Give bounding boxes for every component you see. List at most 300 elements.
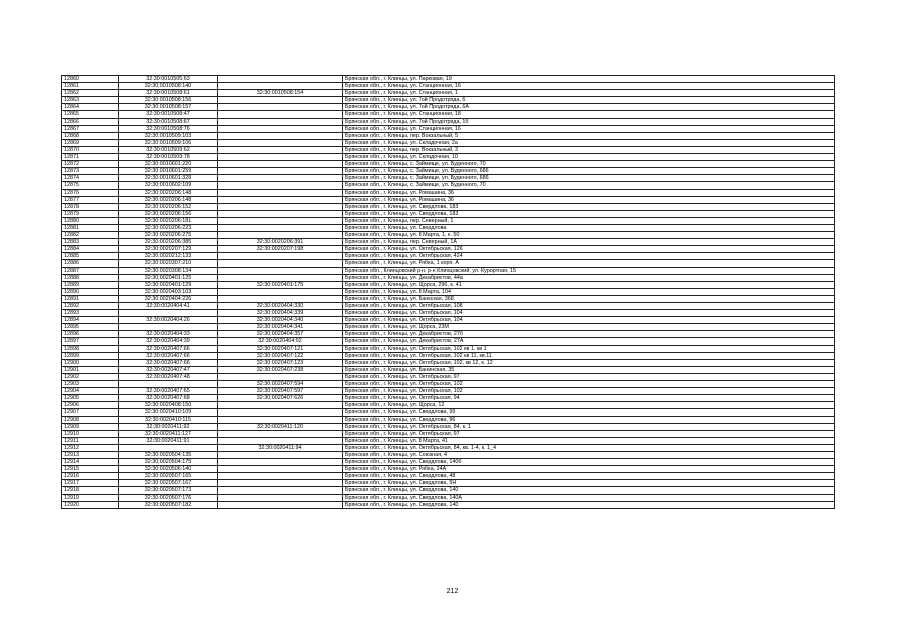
table-row [62, 146, 835, 153]
table-row [62, 210, 835, 217]
address-cell: Брянская обл., г. Клинцы, ул. Станционная, 16 [343, 125, 835, 132]
address-cell: Брянская обл., г. Клинцы, ул. Свердлова, 183 [343, 203, 835, 210]
cadastral-number-cell [119, 381, 218, 388]
address-cell: Брянская обл., г. Клинцы, ул. Свердлова, 99 [343, 409, 835, 416]
row-number-cell: 12917 [62, 480, 119, 487]
row-number-cell: 12888 [62, 274, 119, 281]
cadastral-number-cell: 32:30:0020411:92 [119, 423, 218, 430]
table-row [62, 168, 835, 175]
cadastral-number-cell: 32:30:0010508:156 [119, 97, 218, 104]
linked-cadastral-number-cell [218, 132, 343, 139]
linked-cadastral-number-cell [218, 494, 343, 501]
table-row [62, 83, 835, 90]
cadastral-number-cell: 32:30:0020504:135 [119, 451, 218, 458]
table-row [62, 274, 835, 281]
cadastral-number-cell: 32:30:0020507:176 [119, 494, 218, 501]
row-number-cell: 12870 [62, 146, 119, 153]
row-number-cell: 12882 [62, 232, 119, 239]
table-row [62, 161, 835, 168]
address-cell: Брянская обл., г. Клинцы, ул. Свердлова, 96 [343, 416, 835, 423]
linked-cadastral-number-cell [218, 267, 343, 274]
table-row [62, 459, 835, 466]
row-number-cell: 12897 [62, 338, 119, 345]
cadastral-number-cell: 32:30:0020401:125 [119, 274, 218, 281]
cadastral-number-cell: 32:30:0020207:129 [119, 246, 218, 253]
table-row [62, 76, 835, 83]
linked-cadastral-number-cell [218, 430, 343, 437]
linked-cadastral-number-cell: 32:30:0020207:198 [218, 246, 343, 253]
cadastral-number-cell [119, 324, 218, 331]
linked-cadastral-number-cell [218, 175, 343, 182]
table-row [62, 196, 835, 203]
table-row [62, 182, 835, 189]
linked-cadastral-number-cell [218, 224, 343, 231]
row-number-cell: 12886 [62, 260, 119, 267]
row-number-cell: 12912 [62, 444, 119, 451]
row-number-cell: 12884 [62, 246, 119, 253]
cadastral-number-cell [119, 444, 218, 451]
table-row [62, 395, 835, 402]
cadastral-number-cell: 32:30:0010601:328 [119, 175, 218, 182]
cadastral-number-cell: 32:30:0020206:181 [119, 217, 218, 224]
address-cell: Брянская обл., г. Клинцы, ул. Декабристов, 27А [343, 338, 835, 345]
table-row [62, 409, 835, 416]
registry-table-body [62, 76, 835, 509]
row-number-cell: 12877 [62, 196, 119, 203]
row-number-cell: 12909 [62, 423, 119, 430]
linked-cadastral-number-cell [218, 232, 343, 239]
cadastral-number-cell: 32:30:0020407:66 [119, 352, 218, 359]
table-row [62, 487, 835, 494]
cadastral-number-cell: 32:30:0010508:67 [119, 118, 218, 125]
linked-cadastral-number-cell [218, 373, 343, 380]
address-cell: Брянская обл., г. Клинцы, ул. 8 Марта, 41 [343, 437, 835, 444]
table-row [62, 203, 835, 210]
cadastral-number-cell: 32:30:0020206:148 [119, 189, 218, 196]
cadastral-number-cell: 32:30:0020407:47 [119, 366, 218, 373]
cadastral-number-cell [119, 310, 218, 317]
cadastral-number-cell: 32:30:0020308:134 [119, 267, 218, 274]
address-cell: Брянская обл., г. Клинцы, пер. Вокзальный, 5 [343, 132, 835, 139]
table-row [62, 388, 835, 395]
row-number-cell: 12878 [62, 203, 119, 210]
address-cell: Брянская обл., г. Клинцы, пер. Вокзальный, 2 [343, 146, 835, 153]
linked-cadastral-number-cell [218, 480, 343, 487]
address-cell: Брянская обл., г. Клинцы, ул. Щорса, 23М [343, 324, 835, 331]
table-row [62, 466, 835, 473]
table-row [62, 381, 835, 388]
table-row [62, 473, 835, 480]
row-number-cell: 12871 [62, 154, 119, 161]
linked-cadastral-number-cell: 32:30:0020206:391 [218, 239, 343, 246]
address-cell: Брянская обл., г. Клинцы, ул. Свердлова, 48 [343, 473, 835, 480]
cadastral-number-cell: 32:30:0020407:66 [119, 359, 218, 366]
row-number-cell: 12906 [62, 402, 119, 409]
address-cell: Брянская обл., г. Клинцы, ул. Октябрьская, 104 [343, 310, 835, 317]
cadastral-number-cell: 32:30:0020404:41 [119, 303, 218, 310]
table-row [62, 494, 835, 501]
linked-cadastral-number-cell [218, 210, 343, 217]
linked-cadastral-number-cell [218, 260, 343, 267]
linked-cadastral-number-cell: 32:30:0020411:120 [218, 423, 343, 430]
row-number-cell: 12898 [62, 345, 119, 352]
row-number-cell: 12874 [62, 175, 119, 182]
address-cell: Брянская обл., г. Клинцы, ул. 8 Марта, 104 [343, 288, 835, 295]
linked-cadastral-number-cell [218, 189, 343, 196]
address-cell: Брянская обл., г. Клинцы, ул. Свердлова [343, 224, 835, 231]
row-number-cell: 12862 [62, 90, 119, 97]
linked-cadastral-number-cell [218, 466, 343, 473]
table-row [62, 132, 835, 139]
linked-cadastral-number-cell [218, 473, 343, 480]
table-row [62, 224, 835, 231]
cadastral-number-cell: 32:30:0020403:103 [119, 288, 218, 295]
cadastral-number-cell: 32:30:0020307:210 [119, 260, 218, 267]
linked-cadastral-number-cell [218, 76, 343, 83]
linked-cadastral-number-cell: 32:30:0020407:238 [218, 366, 343, 373]
table-row [62, 451, 835, 458]
table-row [62, 111, 835, 118]
address-cell: Брянская обл., г. Клинцы, ул. Свердлова, 140 [343, 501, 835, 508]
address-cell: Брянская обл., г. Клинцы, ул. Декабристов, 27б [343, 331, 835, 338]
table-row [62, 480, 835, 487]
row-number-cell: 12890 [62, 288, 119, 295]
row-number-cell: 12920 [62, 501, 119, 508]
address-cell: Брянская обл., г. Клинцы, ул. Ромашина, 36 [343, 189, 835, 196]
address-cell: Брянская обл., г. Клинцы, ул. Щорса, 296, к. 41 [343, 281, 835, 288]
address-cell: Брянская обл., г. Клинцы, ул. Октябрьская, 424 [343, 253, 835, 260]
row-number-cell: 12900 [62, 359, 119, 366]
table-row [62, 317, 835, 324]
table-row [62, 104, 835, 111]
cadastral-number-cell: 32:30:0020206:152 [119, 203, 218, 210]
row-number-cell: 12907 [62, 409, 119, 416]
row-number-cell: 12892 [62, 303, 119, 310]
linked-cadastral-number-cell [218, 83, 343, 90]
table-row [62, 217, 835, 224]
table-row [62, 232, 835, 239]
linked-cadastral-number-cell [218, 288, 343, 295]
address-cell: Брянская обл., г. Клинцы, ул. Свердлова, 140б [343, 459, 835, 466]
cadastral-number-cell: 32:30:0020507:173 [119, 487, 218, 494]
row-number-cell: 12887 [62, 267, 119, 274]
row-number-cell: 12894 [62, 317, 119, 324]
table-row [62, 175, 835, 182]
row-number-cell: 12861 [62, 83, 119, 90]
page-number: 212 [446, 588, 459, 595]
address-cell: Брянская обл., г. Клинцы, с. Займище, ул. Буденного, 70 [343, 182, 835, 189]
table-row [62, 125, 835, 132]
linked-cadastral-number-cell [218, 451, 343, 458]
address-cell: Брянская обл., г. Клинцы, ул. Октябрьская, 102 [343, 381, 835, 388]
cadastral-number-cell: 32:30:0020206:148 [119, 196, 218, 203]
row-number-cell: 12919 [62, 494, 119, 501]
row-number-cell: 12873 [62, 168, 119, 175]
address-cell: Брянская обл., г. Клинцы, с. Займище, ул. Буденного, 686 [343, 175, 835, 182]
row-number-cell: 12865 [62, 111, 119, 118]
cadastral-registry-table [61, 75, 835, 509]
linked-cadastral-number-cell: 32:30:0020407:122 [218, 352, 343, 359]
table-row [62, 118, 835, 125]
cadastral-number-cell: 32:30:0020407:65 [119, 388, 218, 395]
cadastral-number-cell: 32:30:0020206:223 [119, 224, 218, 231]
row-number-cell: 12910 [62, 430, 119, 437]
linked-cadastral-number-cell: 32:30:0020404:92 [218, 338, 343, 345]
linked-cadastral-number-cell [218, 104, 343, 111]
cadastral-number-cell: 32:30:0020411:91 [119, 437, 218, 444]
linked-cadastral-number-cell: 32:30:0020404:339 [218, 310, 343, 317]
table-row [62, 303, 835, 310]
linked-cadastral-number-cell: 32:30:0020407:626 [218, 395, 343, 402]
table-row [62, 444, 835, 451]
row-number-cell: 12904 [62, 388, 119, 395]
cadastral-number-cell: 32:30:0010505:63 [119, 76, 218, 83]
row-number-cell: 12863 [62, 97, 119, 104]
cadastral-number-cell: 32:30:0020410:115 [119, 416, 218, 423]
linked-cadastral-number-cell [218, 196, 343, 203]
cadastral-number-cell: 32:30:0020507:182 [119, 501, 218, 508]
table-row [62, 437, 835, 444]
row-number-cell: 12867 [62, 125, 119, 132]
address-cell: Брянская обл., г. Клинцы, ул. Декабристов, 44а [343, 274, 835, 281]
table-row [62, 260, 835, 267]
cadastral-number-cell: 32:30:0010508:61 [119, 90, 218, 97]
row-number-cell: 12899 [62, 352, 119, 359]
cadastral-number-cell: 32:30:0020401:129 [119, 281, 218, 288]
row-number-cell: 12864 [62, 104, 119, 111]
cadastral-number-cell: 32:30:0020408:150 [119, 402, 218, 409]
table-row [62, 90, 835, 97]
linked-cadastral-number-cell [218, 118, 343, 125]
table-row [62, 402, 835, 409]
row-number-cell: 12872 [62, 161, 119, 168]
row-number-cell: 12883 [62, 239, 119, 246]
table-row [62, 295, 835, 302]
address-cell: Брянская обл., г. Клинцы, ул. Складочная, 10 [343, 154, 835, 161]
linked-cadastral-number-cell [218, 295, 343, 302]
row-number-cell: 12896 [62, 331, 119, 338]
linked-cadastral-number-cell: 32:30:0020407:597 [218, 388, 343, 395]
table-row [62, 416, 835, 423]
row-number-cell: 12911 [62, 437, 119, 444]
cadastral-number-cell: 32:30:0020507:165 [119, 473, 218, 480]
row-number-cell: 12913 [62, 451, 119, 458]
address-cell: Брянская обл., г. Клинцы, ул. Банкская, 368 [343, 295, 835, 302]
table-row [62, 324, 835, 331]
table-row [62, 338, 835, 345]
row-number-cell: 12895 [62, 324, 119, 331]
table-row [62, 352, 835, 359]
address-cell: Брянская обл., г. Клинцы, ул. 8 Марта, 1, к. 50 [343, 232, 835, 239]
row-number-cell: 12902 [62, 373, 119, 380]
cadastral-number-cell: 32:30:0010508:47 [119, 111, 218, 118]
linked-cadastral-number-cell [218, 161, 343, 168]
row-number-cell: 12885 [62, 253, 119, 260]
cadastral-number-cell: 32:30:0010601:220 [119, 161, 218, 168]
table-row [62, 97, 835, 104]
cadastral-number-cell: 32:30:0020407:66 [119, 345, 218, 352]
row-number-cell: 12889 [62, 281, 119, 288]
cadastral-number-cell: 32:30:0020404:26 [119, 317, 218, 324]
cadastral-number-cell: 32:30:0010602:109 [119, 182, 218, 189]
table-row [62, 253, 835, 260]
row-number-cell: 12876 [62, 189, 119, 196]
address-cell: Брянская обл., г. Клинцы, ул. Октябрьская, 84, кв. 1-4, к. 1_4 [343, 444, 835, 451]
cadastral-number-cell: 32:30:0010509:106 [119, 139, 218, 146]
row-number-cell: 12881 [62, 224, 119, 231]
table-row [62, 366, 835, 373]
linked-cadastral-number-cell: 32:30:0010508:154 [218, 90, 343, 97]
linked-cadastral-number-cell [218, 125, 343, 132]
address-cell: Брянская обл., г. Клинцы, ул. Октябрьская, 94 [343, 395, 835, 402]
table-row [62, 430, 835, 437]
linked-cadastral-number-cell [218, 501, 343, 508]
table-row [62, 189, 835, 196]
address-cell: Брянская обл., г. Клинцы, с. Займище, ул. Буденного, 70 [343, 161, 835, 168]
linked-cadastral-number-cell: 32:30:0020407:123 [218, 359, 343, 366]
linked-cadastral-number-cell [218, 111, 343, 118]
address-cell: Брянская обл., г. Клинцы, ул. 7ой Продотряда, 6 [343, 97, 835, 104]
cadastral-number-cell: 32:30:0010508:140 [119, 83, 218, 90]
linked-cadastral-number-cell [218, 402, 343, 409]
linked-cadastral-number-cell [218, 274, 343, 281]
address-cell: Брянская обл., г. Клинцы, ул. Октябрьская, 108 [343, 303, 835, 310]
address-cell: Брянская обл., г. Клинцы, ул. Станционная, 18 [343, 111, 835, 118]
linked-cadastral-number-cell [218, 253, 343, 260]
row-number-cell: 12868 [62, 132, 119, 139]
row-number-cell: 12869 [62, 139, 119, 146]
linked-cadastral-number-cell [218, 459, 343, 466]
cadastral-number-cell: 32:30:0020404:33 [119, 331, 218, 338]
address-cell: Брянская обл., г. Клинцы, ул. Октябрьская, 104 [343, 317, 835, 324]
table-row [62, 310, 835, 317]
table-row [62, 501, 835, 508]
address-cell: Брянская обл., г. Клинцы, ул. Станционная, 16 [343, 83, 835, 90]
cadastral-number-cell: 32:30:0010509:62 [119, 146, 218, 153]
address-cell: Брянская обл., г. Клинцы, ул. Свердлова, 5Н [343, 480, 835, 487]
cadastral-number-cell: 32:30:0010508:157 [119, 104, 218, 111]
table-row [62, 288, 835, 295]
linked-cadastral-number-cell: 32:30:0020401:175 [218, 281, 343, 288]
address-cell: Брянская обл., г. Клинцы, ул. Банинская, 35 [343, 366, 835, 373]
row-number-cell: 12914 [62, 459, 119, 466]
address-cell: Брянская обл., г. Клинцы, ул. Свердлова, 183 [343, 210, 835, 217]
address-cell: Брянская обл., г. Клинцы, ул. 7ой Продотряда, 1б [343, 118, 835, 125]
linked-cadastral-number-cell: 32:30:0020404:330 [218, 303, 343, 310]
cadastral-number-cell: 32:30:0020410:109 [119, 409, 218, 416]
linked-cadastral-number-cell: 32:30:0020404:340 [218, 317, 343, 324]
linked-cadastral-number-cell [218, 182, 343, 189]
table-row [62, 345, 835, 352]
address-cell: Брянская обл., г. Клинцы, ул. Октябрьская, 102 кв 11, кв.11 [343, 352, 835, 359]
row-number-cell: 12875 [62, 182, 119, 189]
address-cell: Брянская обл., г. Клинцы, ул. Щорса, 12 [343, 402, 835, 409]
linked-cadastral-number-cell [218, 217, 343, 224]
address-cell: Брянская обл., г. Клинцы, пер. Северный, 1 [343, 217, 835, 224]
row-number-cell: 12893 [62, 310, 119, 317]
row-number-cell: 12908 [62, 416, 119, 423]
cadastral-number-cell: 32:30:0010509:103 [119, 132, 218, 139]
address-cell: Брянская обл., г. Клинцы, ул. Октябрьская, 84, к. 1 [343, 423, 835, 430]
address-cell: Брянская обл., г. Клинцы, ул. Октябрьская, 126 [343, 246, 835, 253]
address-cell: Брянская обл., г. Клинцы, ул. 7ой Продотряда, 6А [343, 104, 835, 111]
cadastral-number-cell: 32:30:0020407:68 [119, 395, 218, 402]
linked-cadastral-number-cell: 32:30:0020404:341 [218, 324, 343, 331]
address-cell: Брянская обл., г. Клинцы, ул. Октябрьская, 97 [343, 373, 835, 380]
cadastral-number-cell: 32:30:0020407:48 [119, 373, 218, 380]
linked-cadastral-number-cell [218, 154, 343, 161]
address-cell: Брянская обл., г. Клинцы, ул. Складочная, 2а [343, 139, 835, 146]
cadastral-number-cell: 32:30:0020206:156 [119, 210, 218, 217]
address-cell: Брянская обл., г. Клинцы, ул. Рябка, 1 корп. А [343, 260, 835, 267]
linked-cadastral-number-cell [218, 437, 343, 444]
cadastral-number-cell: 32:30:0010601:259 [119, 168, 218, 175]
address-cell: Брянская обл., г. Клинцы, ул. Станционная, 1 [343, 90, 835, 97]
row-number-cell: 12916 [62, 473, 119, 480]
address-cell: Брянская обл., г. Клинцы, ул. Союзная, 4 [343, 451, 835, 458]
cadastral-number-cell: 32:30:0020404:226 [119, 295, 218, 302]
address-cell: Брянская обл., Клинцовский р-н, р-н Клинцовский, ул. Курортная, 15 [343, 267, 835, 274]
linked-cadastral-number-cell [218, 487, 343, 494]
table-row [62, 267, 835, 274]
linked-cadastral-number-cell: 32:30:0020411:94 [218, 444, 343, 451]
row-number-cell: 12901 [62, 366, 119, 373]
linked-cadastral-number-cell: 32:30:0020407:594 [218, 381, 343, 388]
address-cell: Брянская обл., г. Клинцы, ул. Рябка, 24А [343, 466, 835, 473]
table-row [62, 139, 835, 146]
row-number-cell: 12880 [62, 217, 119, 224]
cadastral-number-cell: 32:30:0020411:127 [119, 430, 218, 437]
row-number-cell: 12915 [62, 466, 119, 473]
row-number-cell: 12879 [62, 210, 119, 217]
address-cell: Брянская обл., г. Клинцы, ул. Октябрьская, 102, кв 12, к. 12 [343, 359, 835, 366]
row-number-cell: 12866 [62, 118, 119, 125]
linked-cadastral-number-cell: 32:30:0020407:121 [218, 345, 343, 352]
row-number-cell: 12891 [62, 295, 119, 302]
address-cell: Брянская обл., г. Клинцы, с. Займище, ул. Буденного, 686 [343, 168, 835, 175]
linked-cadastral-number-cell: 32:30:0020404:357 [218, 331, 343, 338]
linked-cadastral-number-cell [218, 409, 343, 416]
linked-cadastral-number-cell [218, 97, 343, 104]
linked-cadastral-number-cell [218, 139, 343, 146]
cadastral-number-cell: 32:30:0010509:78 [119, 154, 218, 161]
cadastral-number-cell: 32:30:0020206:385 [119, 239, 218, 246]
table-row [62, 154, 835, 161]
cadastral-number-cell: 32:30:0020206:275 [119, 232, 218, 239]
linked-cadastral-number-cell [218, 146, 343, 153]
table-row [62, 423, 835, 430]
cadastral-number-cell: 32:30:0010508:76 [119, 125, 218, 132]
row-number-cell: 12903 [62, 381, 119, 388]
cadastral-number-cell: 32:30:0020506:140 [119, 466, 218, 473]
row-number-cell: 12918 [62, 487, 119, 494]
linked-cadastral-number-cell [218, 203, 343, 210]
address-cell: Брянская обл., г. Клинцы, ул. Октябрьская, 102 кв 1, кв 1 [343, 345, 835, 352]
linked-cadastral-number-cell [218, 168, 343, 175]
address-cell: Брянская обл., г. Клинцы, ул. Октябрьская, 97 [343, 430, 835, 437]
cadastral-number-cell: 32:30:0020404:39 [119, 338, 218, 345]
address-cell: Брянская обл., г. Клинцы, ул. Октябрьская, 102 [343, 388, 835, 395]
cadastral-number-cell: 32:30:0020504:175 [119, 459, 218, 466]
table-row [62, 373, 835, 380]
row-number-cell: 12905 [62, 395, 119, 402]
cadastral-number-cell: 32:30:0020507:167 [119, 480, 218, 487]
table-row [62, 359, 835, 366]
address-cell: Брянская обл., г. Клинцы, ул. Ромашина, 36 [343, 196, 835, 203]
table-row [62, 281, 835, 288]
table-row [62, 331, 835, 338]
address-cell: Брянская обл., г. Клинцы, ул. Свердлова, 140 [343, 487, 835, 494]
